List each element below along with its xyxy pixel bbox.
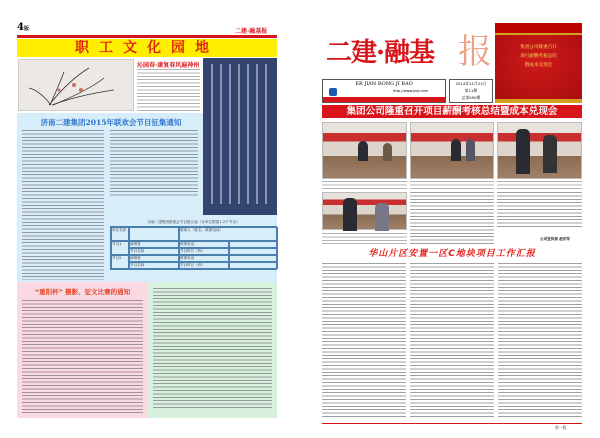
header-logo: 二建·融基报 [235, 28, 268, 35]
slogan: 项目薪酬考核总结 [520, 54, 557, 59]
report-text-col1 [322, 263, 406, 418]
cell: 节目时长（秒） [179, 248, 229, 255]
cell: 节目时长（秒） [179, 262, 229, 269]
meeting-photo [410, 122, 494, 179]
issue-date: 2014年11月21日 [455, 81, 487, 86]
cell: 节目名称 [129, 248, 179, 255]
photo-caption [497, 181, 582, 189]
masthead: 二建·融基 [326, 38, 435, 68]
cell: 单位名称 [111, 227, 129, 241]
article-text [497, 192, 582, 227]
photo-caption [322, 233, 407, 245]
slogan: 暨成本兑现会 [524, 63, 553, 68]
poem-text [137, 69, 200, 111]
photo-caption [322, 181, 407, 189]
masthead-char: 报 [458, 32, 492, 72]
notice-text-col1 [22, 130, 104, 280]
banner-title: 职工文化园地 [17, 39, 277, 57]
cell [229, 241, 278, 248]
orchid-painting [18, 59, 134, 111]
cell: 节目名称 [129, 262, 179, 269]
cell [229, 248, 278, 255]
cell: 节目1 [111, 241, 129, 255]
footer-rule [322, 423, 582, 424]
contest-section [17, 282, 148, 418]
cell: 联系人（姓名、联系电话） [179, 227, 278, 241]
issue-info [449, 79, 493, 103]
website: http://www.jnej.com [393, 89, 429, 93]
footer-page: 第一版 [555, 425, 567, 430]
story-section [148, 282, 277, 418]
meeting-photo [322, 122, 407, 179]
byline: 公司宣传部 赵庆军 [540, 237, 571, 241]
story-text [153, 288, 272, 408]
section-headline: 华山片区安置一区C地块项目工作汇报 [368, 249, 536, 259]
handshake-photo [322, 192, 407, 230]
cell: 演唱者 [129, 255, 179, 262]
issue-number: 第11期 [464, 88, 478, 93]
table-title: 济南二建集团联欢会节目报名表（各单位限报1-2个节目） [147, 220, 240, 224]
page-suffix: 版 [23, 26, 29, 32]
report-text-col3 [498, 263, 582, 418]
page-number-value: 4 [17, 22, 24, 33]
total-issue: 总第090期 [461, 95, 481, 100]
cell [229, 255, 278, 262]
article-text [410, 192, 494, 244]
header-rule [17, 35, 277, 38]
cell: 节目2 [111, 255, 129, 269]
notice-title: 济南二建集团2015年联欢会节目征集通知 [40, 118, 182, 127]
cell: 联系电话 [179, 255, 229, 262]
company-logo-icon [329, 88, 337, 96]
page-number [17, 22, 29, 33]
contest-text [22, 300, 143, 414]
cell: 联系电话 [179, 241, 229, 248]
poem-title: 沁园春·康复春风遍神州 [137, 62, 200, 69]
masthead-info [322, 79, 446, 103]
contest-title: “重阳杯” 摄影、征文比赛的通知 [34, 288, 131, 296]
notice-text-col2 [110, 130, 198, 198]
photo-caption [410, 181, 494, 189]
cell [129, 227, 179, 241]
registration-table [110, 219, 277, 282]
report-text-col2 [410, 263, 494, 418]
calligraphy-panel [203, 58, 277, 215]
celebration-banner [495, 23, 582, 103]
pinyin: ER JIAN RONG JI BAO [355, 81, 413, 87]
cell: 演唱者 [129, 241, 179, 248]
meeting-photo [497, 122, 582, 179]
cell [229, 262, 278, 269]
slogan: 集团公司隆重召开 [520, 45, 557, 50]
main-headline: 集团公司隆重召开项目薪酬考核总结暨成本兑现会 [322, 105, 582, 118]
